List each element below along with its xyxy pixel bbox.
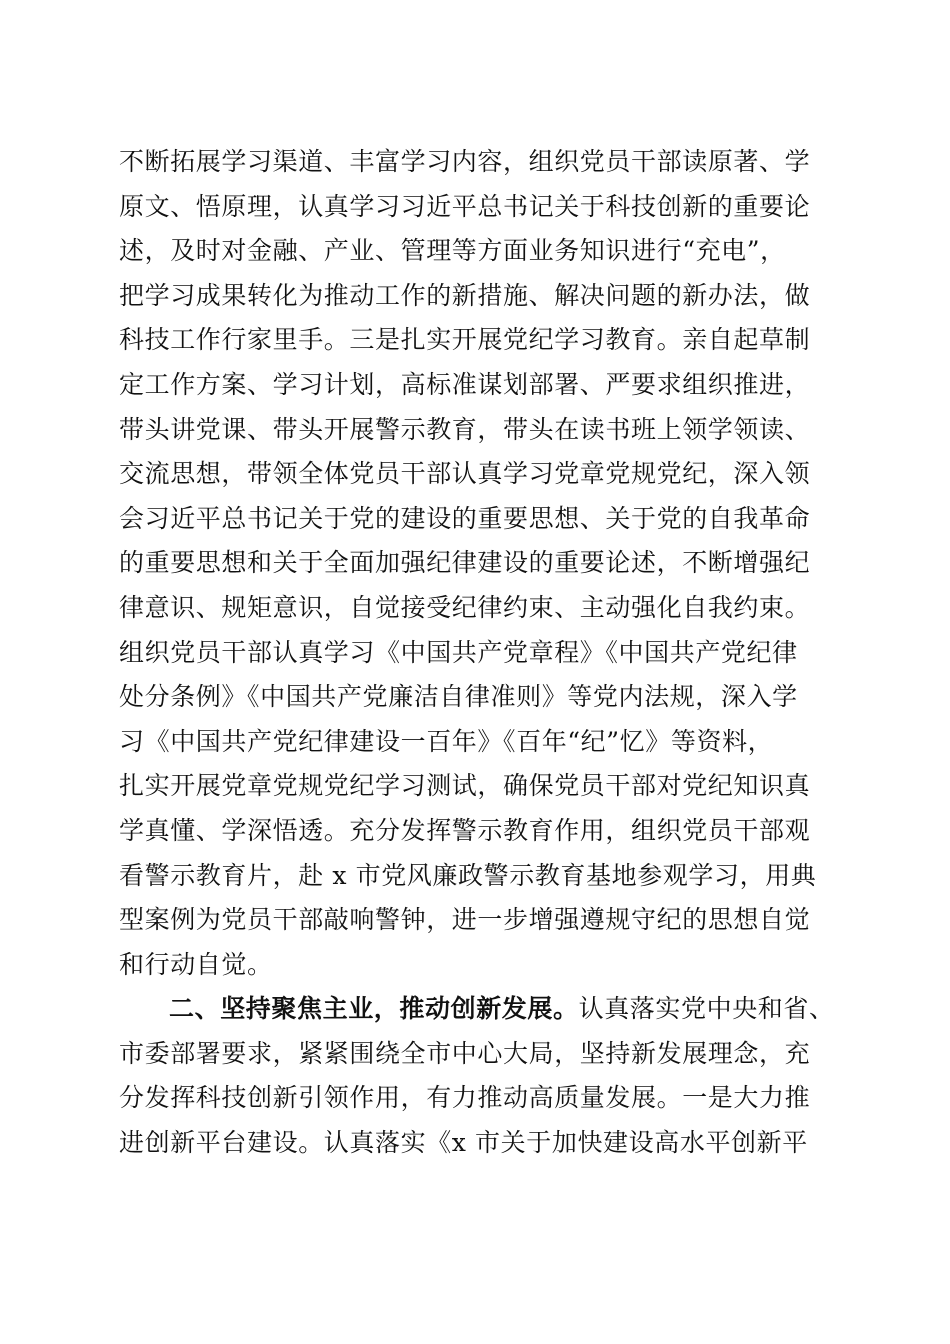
text-line: 分发挥科技创新引领作用，有力推动高质量发展。一是大力推 — [119, 1083, 811, 1113]
text-line: 组织党员干部认真学习《中国共产党章程》《中国共产党纪律 — [119, 637, 798, 667]
text-line: 和行动自觉。 — [119, 949, 273, 979]
section-heading-line — [119, 987, 835, 1032]
text-line: 科技工作行家里手。三是扎实开展党纪学习教育。亲自起草制 — [119, 325, 811, 355]
section-heading: 二、坚持聚焦主业，推动创新发展。 — [169, 994, 579, 1024]
text-line: 习《中国共产党纪律建设一百年》《百年“纪”忆》等资料， — [119, 726, 774, 756]
text-line: 定工作方案、学习计划，高标准谋划部署、严要求组织推进， — [119, 369, 811, 399]
section-text: 认真落实党中央和省、 — [578, 994, 835, 1024]
text-line: 扎实开展党章党规党纪学习测试，确保党员干部对党纪知识真 — [119, 771, 811, 801]
text-line: 交流思想，带领全体党员干部认真学习党章党规党纪，深入领 — [119, 459, 811, 489]
text-line: 处分条例》《中国共产党廉洁自律准则》等党内法规，深入学 — [119, 682, 798, 712]
text-line: 律意识、规矩意识，自觉接受纪律约束、主动强化自我约束。 — [119, 592, 811, 622]
text-line: 述，及时对金融、产业、管理等方面业务知识进行“充电”， — [119, 236, 786, 266]
text-line: 市委部署要求，紧紧围绕全市中心大局，坚持新发展理念，充 — [119, 1038, 811, 1068]
text-line: 型案例为党员干部敲响警钟，进一步增强遵规守纪的思想自觉 — [119, 905, 811, 935]
body-text — [119, 140, 835, 1166]
text-line: 看警示教育片，赴 x 市党风廉政警示教育基地参观学习，用典 — [119, 860, 817, 890]
text-line: 的重要思想和关于全面加强纪律建设的重要论述，不断增强纪 — [119, 548, 811, 578]
text-line: 进创新平台建设。认真落实《x 市关于加快建设高水平创新平 — [119, 1128, 808, 1158]
text-line: 会习近平总书记关于党的建设的重要思想、关于党的自我革命 — [119, 503, 811, 533]
text-line: 不断拓展学习渠道、丰富学习内容，组织党员干部读原著、学 — [119, 147, 811, 176]
text-line: 把学习成果转化为推动工作的新措施、解决问题的新办法，做 — [119, 280, 811, 310]
text-line: 学真懂、学深悟透。充分发挥警示教育作用，组织党员干部观 — [119, 815, 811, 845]
text-line: 原文、悟原理，认真学习习近平总书记关于科技创新的重要论 — [119, 191, 811, 221]
text-line: 带头讲党课、带头开展警示教育，带头在读书班上领学领读、 — [119, 414, 811, 444]
